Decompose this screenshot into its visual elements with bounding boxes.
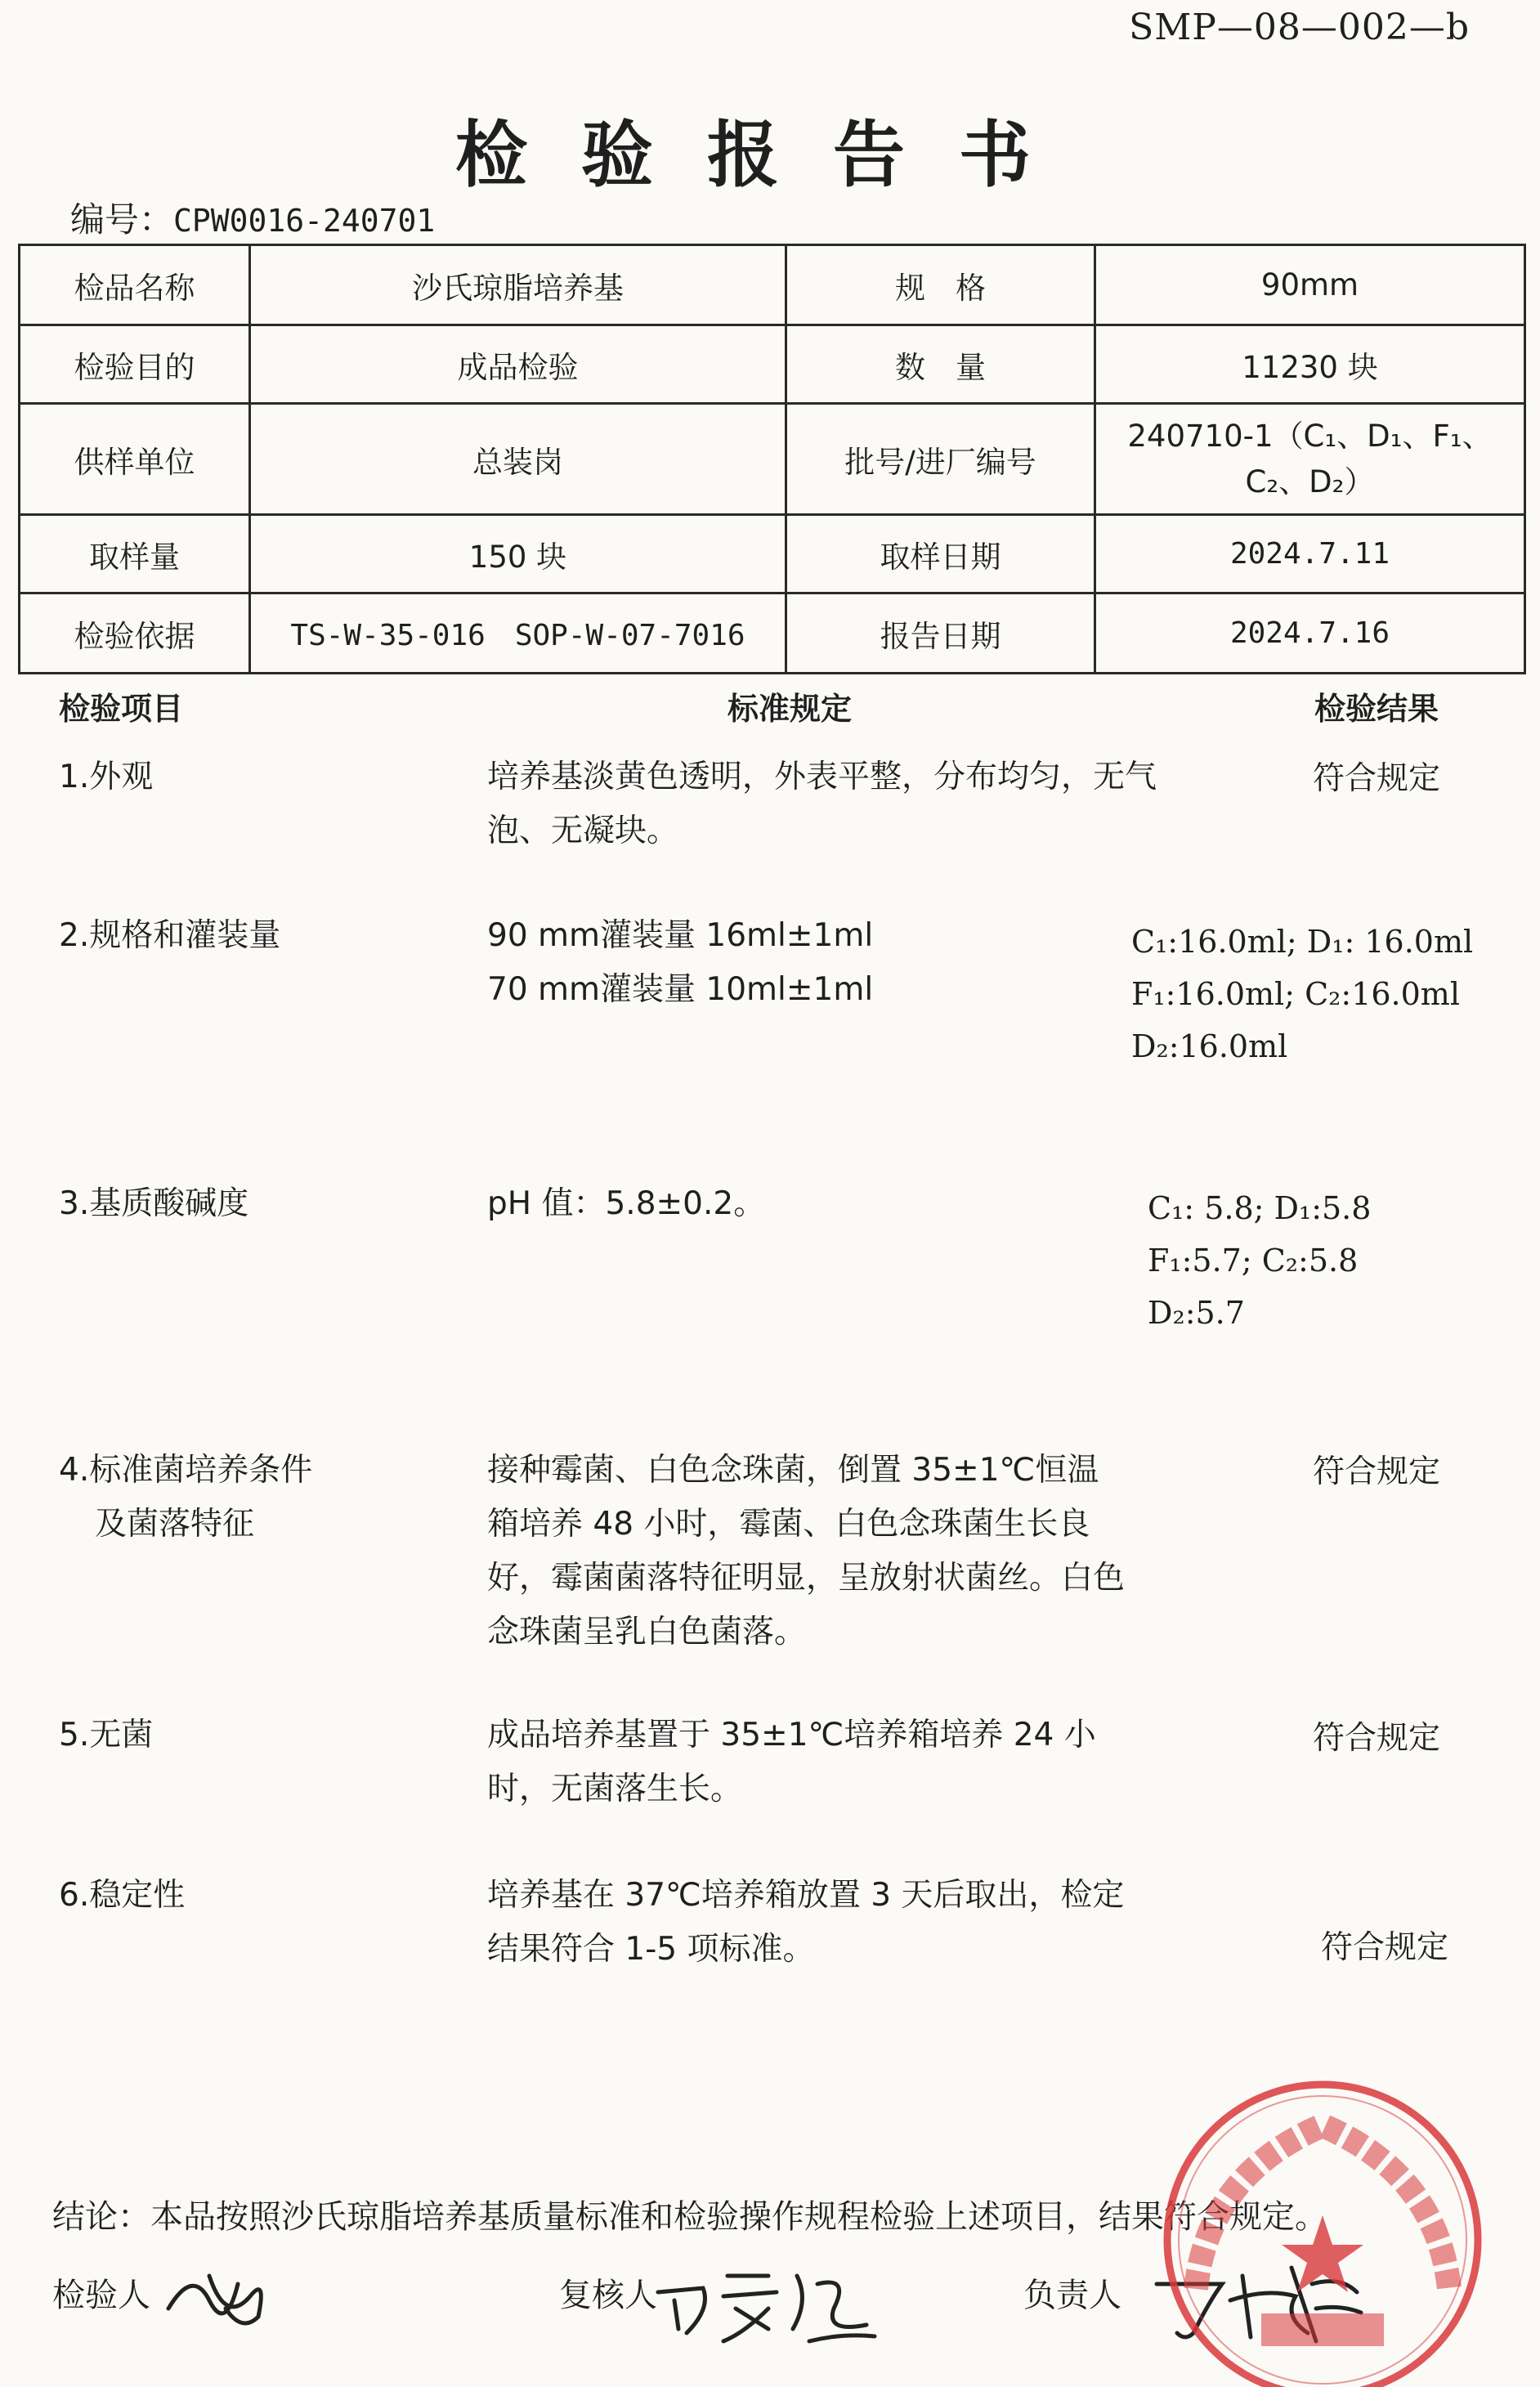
item-6-standard: 培养基在 37℃培养箱放置 3 天后取出，检定结果符合 1-5 项标准。 [487,1877,1125,1968]
serial-number [70,193,435,242]
item-4-name [59,1444,378,1552]
item-2-result-line-1: C₁:16.0ml; D₁: 16.0ml [1131,924,1474,960]
item-1-name: 1.外观 [59,759,154,795]
purpose-value: 成品检验 [250,325,786,404]
item-2-name: 2.规格和灌装量 [59,917,281,954]
reviewer-label: 复核人 [559,2277,657,2314]
spec-value: 90mm [1095,245,1525,325]
item-6-name: 6.稳定性 [59,1877,186,1914]
item-4-standard: 接种霉菌、白色念珠菌，倒置 35±1℃恒温箱培养 48 小时，霉菌、白色念珠菌生长良好，霉菌菌落特征明显，呈放射状菌丝。白色念珠菌呈乳白色菌落。 [487,1452,1126,1650]
spec-label: 规 格 [786,245,1095,325]
product-name: 沙氏琼脂培养基 [250,245,786,325]
item-2-standard-line-2: 70 mm灌装量 10ml±1ml [487,971,874,1008]
item-4-name-line-2: 及菌落特征 [95,1506,255,1543]
item-1-result: 符合规定 [1313,760,1441,797]
item-6-result: 符合规定 [1321,1929,1449,1966]
item-2-result-line-2: F₁:16.0ml; C₂:16.0ml [1131,976,1460,1012]
header-result: 检验结果 [1314,691,1439,727]
batch-value [1095,404,1525,515]
report-date-label: 报告日期 [786,593,1095,674]
item-3-result-line-3: D₂:5.7 [1148,1295,1245,1331]
item-2-result-line-3: D₂:16.0ml [1131,1028,1288,1064]
info-table [18,244,1526,674]
basis-label: 检验依据 [20,593,250,674]
inspector-label: 检验人 [52,2277,150,2314]
page-title: 检验报告书 [454,112,1085,197]
serial-value: CPW0016-240701 [173,203,436,239]
item-5-standard: 成品培养基置于 35±1℃培养箱培养 24 小时，无菌落生长。 [487,1717,1096,1807]
sample-date-label: 取样日期 [786,515,1095,593]
reviewer-signature [646,2251,883,2349]
item-3-standard: pH 值：5.8±0.2。 [487,1185,766,1222]
item-1-standard: 培养基淡黄色透明，外表平整，分布均匀，无气泡、无凝块。 [487,759,1157,849]
item-2-result [1131,916,1491,1073]
supplier-value: 总装岗 [250,404,786,515]
supplier-label: 供样单位 [20,404,250,515]
sample-date-value: 2024.7.11 [1095,515,1525,593]
responsible-label: 负责人 [1023,2277,1121,2314]
purpose-label: 检验目的 [20,325,250,404]
sample-qty-label: 取样量 [20,515,250,593]
basis-value: TS-W-35-016 SOP-W-07-7016 [250,593,786,674]
header-item: 检验项目 [59,691,184,727]
batch-line-1: 240710-1（C₁、D₁、F₁、 [1127,418,1493,454]
item-3-name: 3.基质酸碱度 [59,1185,249,1222]
quantity-value: 11230 块 [1095,325,1525,404]
report-date-value: 2024.7.16 [1095,593,1525,674]
item-3-result-line-2: F₁:5.7; C₂:5.8 [1148,1243,1359,1279]
header-standard: 标准规定 [727,691,853,727]
item-2-standard-line-1: 90 mm灌装量 16ml±1ml [487,917,874,954]
quantity-label: 数 量 [786,325,1095,404]
item-3-result-line-1: C₁: 5.8; D₁:5.8 [1148,1190,1372,1226]
conclusion: 结论：本品按照沙氏琼脂培养基质量标准和检验操作规程检验上述项目，结果符合规定。 [52,2198,1327,2236]
item-4-name-line-1: 4.标准菌培养条件 [59,1452,313,1489]
inspector-signature [160,2251,283,2341]
item-5-result: 符合规定 [1313,1720,1441,1757]
batch-label: 批号/进厂编号 [786,404,1095,515]
item-2-standard [487,909,1141,1017]
inspection-stamp [1118,2076,1527,2387]
document-code: SMP—08—002—b [1129,7,1470,48]
item-4-result: 符合规定 [1313,1453,1441,1490]
item-5-name: 5.无菌 [59,1717,154,1753]
sample-qty-value: 150 块 [250,515,786,593]
product-name-label: 检品名称 [20,245,250,325]
serial-label: 编号： [70,199,174,240]
batch-line-2: C₂、D₂） [1245,464,1375,499]
item-3-result [1148,1182,1507,1339]
